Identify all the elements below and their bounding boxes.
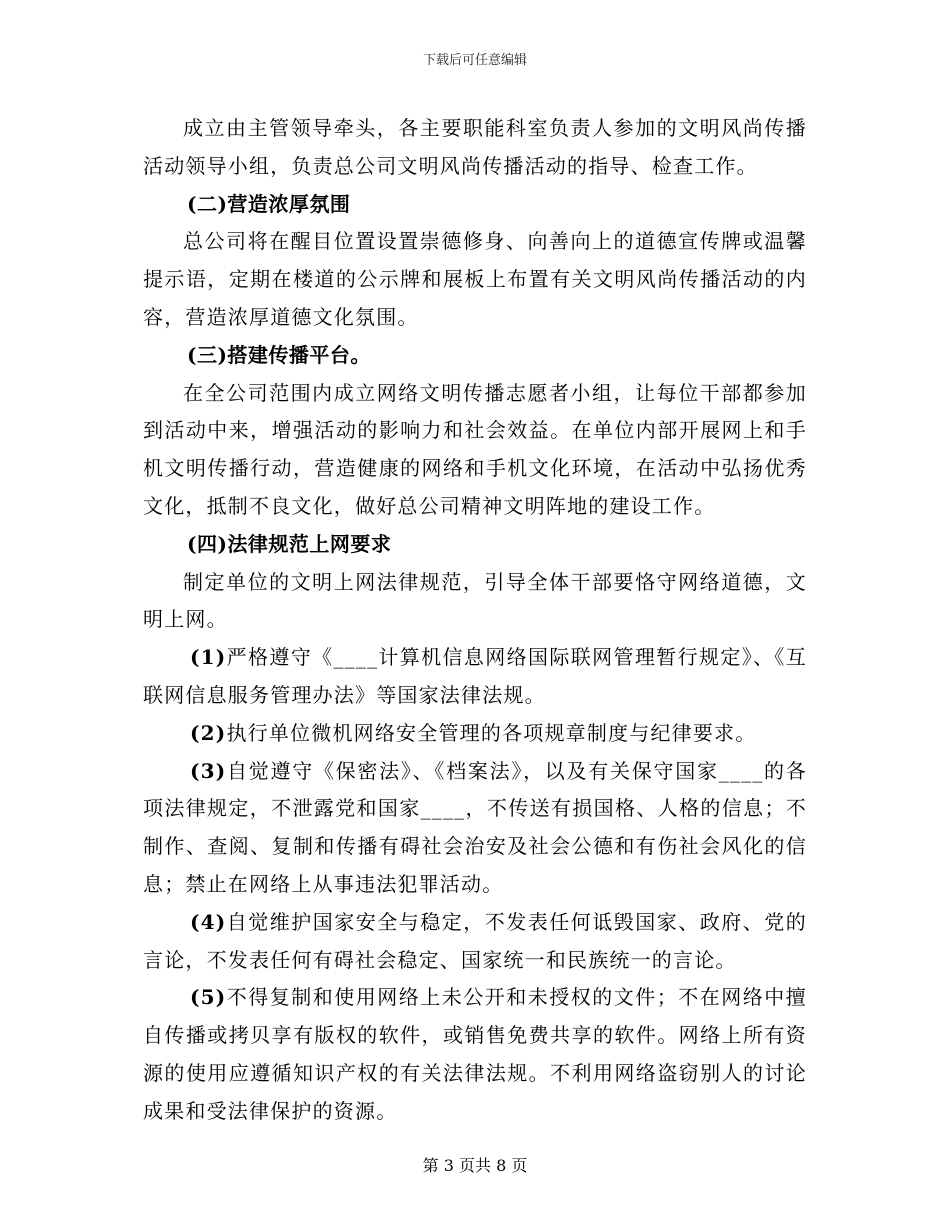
list-item	[143, 979, 807, 1130]
paragraph	[143, 110, 807, 186]
section-heading	[143, 526, 807, 564]
page-number: 第 3 页共 8 页	[422, 1156, 528, 1175]
page-header-note: 下载后可任意编辑	[422, 53, 527, 68]
list-item	[143, 639, 807, 715]
section-heading-text: (四)法律规范上网要求	[187, 531, 392, 556]
document-body	[143, 110, 807, 1131]
paragraph-text: 成立由主管领导牵头，各主要职能科室负责人参加的文明风尚传播活动领导小组，负责总公司文明风尚传播活动的指导、检查工作。	[143, 116, 807, 178]
section-heading-text: (二)营造浓厚氛围	[187, 191, 351, 216]
section-heading-text: (三)搭建传播平台。	[187, 342, 371, 367]
paragraph	[143, 375, 807, 526]
list-item-text: 执行单位微机网络安全管理的各项规章制度与纪律要求。	[226, 720, 757, 745]
section-heading	[143, 186, 807, 224]
list-item-text: 自觉维护国家安全与稳定，不发表任何诋毁国家、政府、党的言论，不发表任何有碍社会稳定、国家统一和民族统一的言论。	[143, 909, 807, 972]
paragraph-text: 在全公司范围内成立网络文明传播志愿者小组，让每位干部都参加到活动中来，增强活动的影响力和社会效益。在单位内部开展网上和手机文明传播行动，营造健康的网络和手机文化环境，在活动中弘扬优秀文化，抵制不良文化，做好总公司精神文明阵地的建设工作。	[143, 380, 807, 518]
list-item-number: (2)	[190, 720, 227, 745]
list-item-text: 不得复制和使用网络上未公开和未授权的文件；不在网络中擅自传播或拷贝享有版权的软件，或销售免费共享的软件。网络上所有资源的使用应遵循知识产权的有关法律法规。不利用网络盗窃别人的讨论成果和受法律保护的资源。	[143, 985, 807, 1123]
list-item-text: 严格遵守《____计算机信息网络国际联网管理暂行规定》、《互联网信息服务管理办法》等国家法律法规。	[143, 645, 807, 707]
paragraph-text: 制定单位的文明上网法律规范，引导全体干部要恪守网络道德，文明上网。	[143, 569, 807, 632]
list-item	[143, 904, 807, 980]
list-item-number: (3)	[190, 758, 227, 783]
list-item-text: 自觉遵守《保密法》、《档案法》，以及有关保守国家____的各项法律规定，不泄露党和国家____，不传送有损国格、人格的信息；不制作、查阅、复制和传播有碍社会治安及社会公德和有伤社会风化的信息；禁止在网络上从事违法犯罪活动。	[143, 758, 807, 896]
list-item-number: (1)	[190, 645, 227, 670]
list-item	[143, 715, 807, 753]
paragraph	[143, 564, 807, 640]
list-item	[143, 753, 807, 904]
list-item-number: (4)	[190, 909, 227, 934]
paragraph-text: 总公司将在醒目位置设置崇德修身、向善向上的道德宣传牌或温馨提示语，定期在楼道的公示牌和展板上布置有关文明风尚传播活动的内容，营造浓厚道德文化氛围。	[143, 229, 807, 329]
section-heading	[143, 337, 807, 375]
list-item-number: (5)	[190, 985, 227, 1010]
paragraph	[143, 223, 807, 336]
